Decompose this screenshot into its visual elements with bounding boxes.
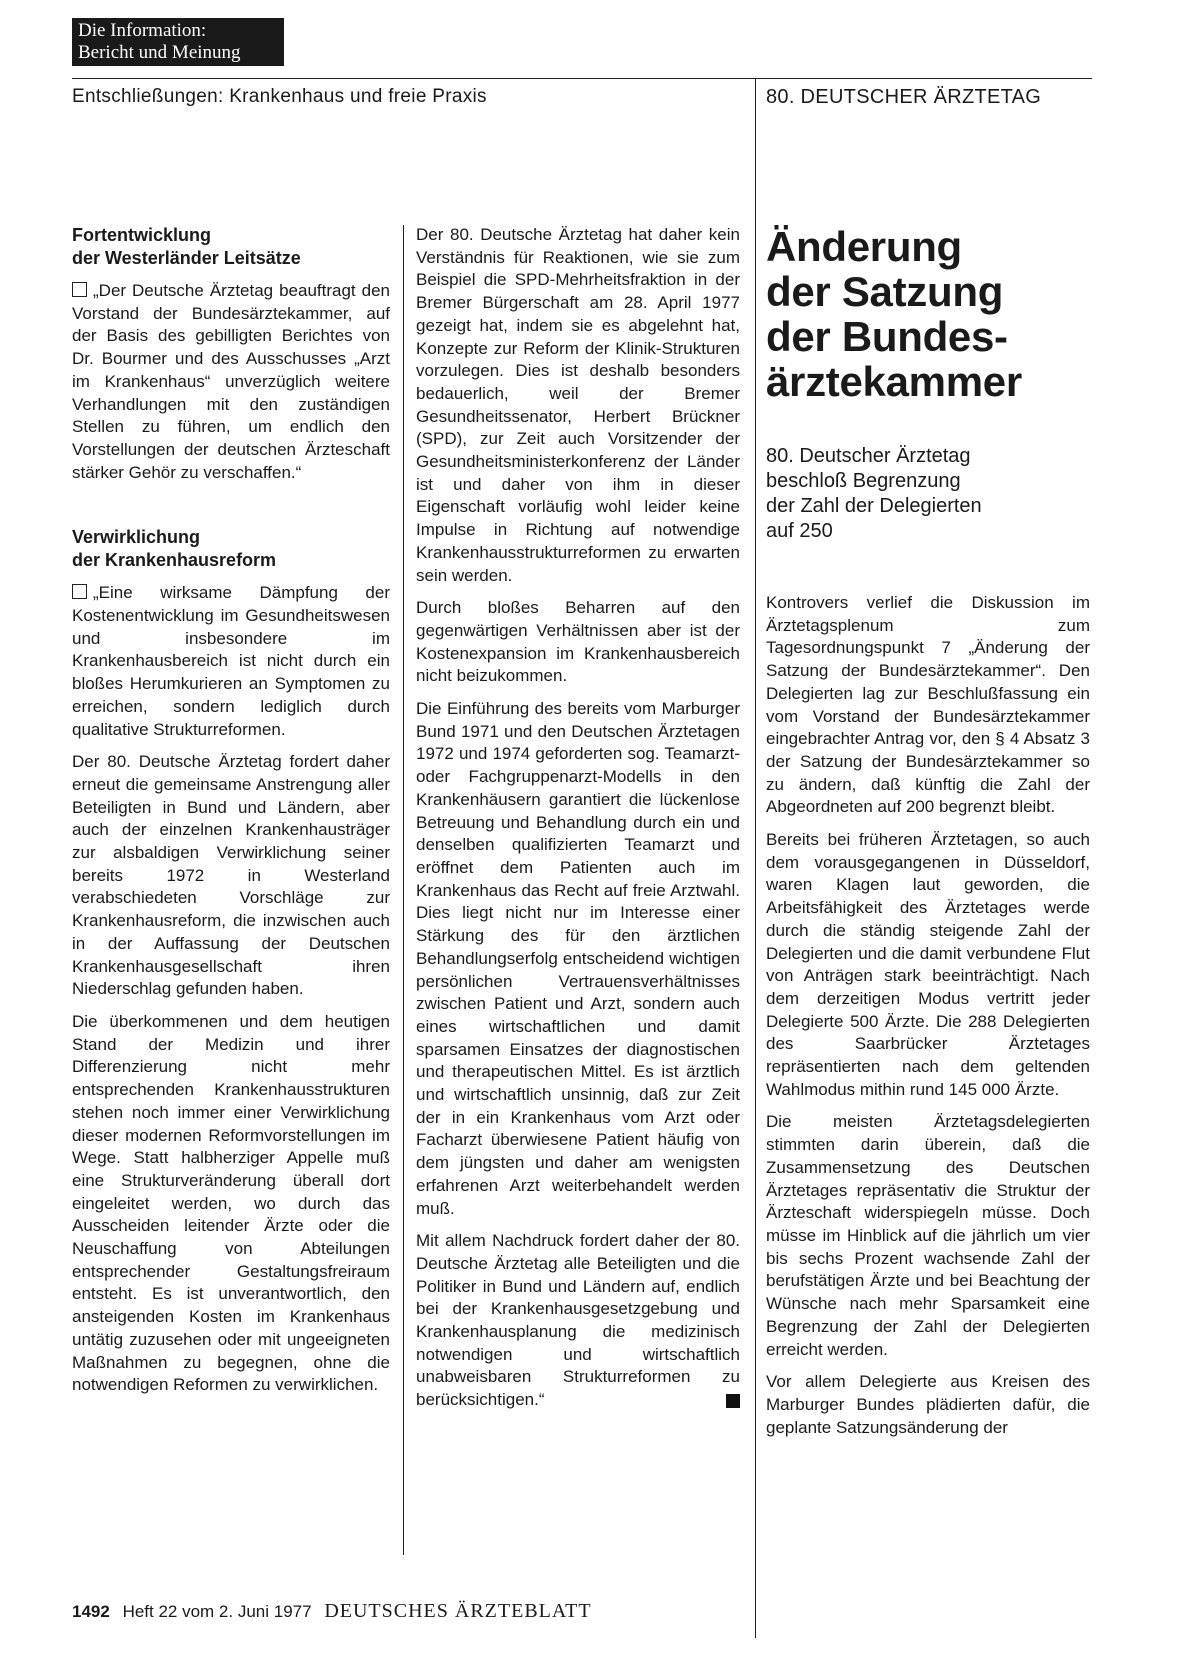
paragraph: Die Einführung des bereits vom Marburger Bund 1971 und den Deutschen Ärztetagen 1972 und 1974 geforderten sog. Teamarzt- oder Fachgruppenarzt-Modells in den Krankenhäusern garantiert die lückenlose Betreuung und Behandlung durch ein und denselben qualifizierten Teamarzt und eröffnet dem Patienten auch im Krankenhaus das Recht auf freie Arztwahl. Dies liegt nicht nur im Interesse einer Stärkung des für den ärztlichen Behandlungserfolg entscheidend wichtigen persönlichen Vertrauensverhältnisses zwischen Patient und Arzt, sondern auch eines wirtschaftlichen und damit sparsamen Einsatzes der diagnostischen und therapeutischen Mittel. Es ist ärztlich und wirtschaftlich unsinnig, daß zur Zeit der in ein Krankenhaus vom Arzt oder Facharzt überwiesene Patient häufig von dem jüngsten und daher am wenigsten erfahrenen Arzt weiterbehandelt werden muß. [416,699,740,1218]
heading-westerland: Fortentwicklung der Westerländer Leitsätze [72,225,301,268]
article-title: Änderung der Satzung der Bundes- ärztekammer [766,223,1022,405]
section-label-line1: Die Information: [78,20,207,41]
page-number: 1492 [72,1602,110,1621]
header-right-title: 80. DEUTSCHER ÄRZTETAG [766,86,1042,108]
paragraph: Die meisten Ärztetagsdelegierten stimmten darin überein, daß die Zusammensetzung des Deutschen Ärztetages repräsentativ die Struktur der Ärzteschaft widerspiegeln müsse. Doch müsse im Hinblick auf die jährlich um vier bis sechs Prozent wachsende Zahl der berufstätigen Ärzte und bei Beachtung der Wünsche nach mehr Sparsamkeit eine Begrenzung der Zahl der Delegierten erreicht werden. [766,1112,1090,1359]
page-footer [72,1600,592,1623]
header-left-title: Entschließungen: Krankenhaus und freie Praxis [72,86,487,107]
paragraph: Bereits bei früheren Ärztetagen, so auch dem vorausgegangenen in Düsseldorf, waren Klagen laut geworden, die Arbeitsfähigkeit des Ärztetages werde durch die ständig steigende Zahl der Delegierten und die damit verbundene Flut von Anträgen stark beeinträchtigt. Nach dem derzeitigen Modus vertritt jeder Delegierte 500 Ärzte. Die 288 Delegierten des Saarbrücker Ärztetages repräsentierten nach dem geltenden Wahlmodus mithin rund 145 000 Ärzte. [766,830,1090,1099]
paragraph: Der 80. Deutsche Ärztetag hat daher kein Verständnis für Reaktionen, wie sie zum Beispiel die SPD-Mehrheitsfraktion in der Bremer Bürgerschaft am 28. April 1977 gezeigt hat, indem sie es abgelehnt hat, Konzepte zur Reform der Klinik-Strukturen vorzulegen. Dies ist deshalb besonders bedauerlich, weil der Bremer Gesundheitssenator, Herbert Brückner (SPD), zur Zeit auch Vorsitzender der Gesundheitsministerkonferenz der Länder ist und daher von ihm in dieser Eigenschaft vorläufig wohl leider keine Impulse in Richtung auf notwendige Krankenhausstrukturreformen zu erwarten sein werden. [416,225,740,585]
paragraph: Die überkommenen und dem heutigen Stand der Medizin und ihrer Differenzierung nicht mehr entsprechenden Krankenhausstrukturen stehen noch immer einer Verwirklichung dieser modernen Reformvorstellungen im Wege. Statt halbherziger Appelle muß eine Strukturveränderung überall dort eingeleitet werden, wo durch das Ausscheiden leitender Ärzte oder die Neuschaffung von Abteilungen entsprechender Gestaltungsfreiraum entsteht. Es ist unverantwortlich, den ansteigenden Kosten im Krankenhaus untätig zuzusehen oder mit ungeeigneten Maßnahmen zu begegnen, ohne die notwendigen Reformen zu verwirklichen. [72,1011,390,1395]
heading-krankenhausreform: Verwirklichung der Krankenhausreform [72,527,277,571]
checkbox-icon [72,282,87,297]
end-mark-icon [726,1394,740,1408]
column-3 [766,224,1090,1449]
magazine-name: DEUTSCHES ÄRZTEBLATT [324,1600,592,1622]
paragraph: Durch bloßes Beharren auf den gegenwärtigen Verhältnissen aber ist der Kostenexpansion im Krankenhausbereich nicht beizukommen. [416,598,740,686]
paragraph: Mit allem Nachdruck fordert daher der 80. Deutsche Ärztetag alle Beteiligten und die Politiker in Bund und Ländern auf, endlich bei der Krankenhausgesetzgebung und Krankenhausplanung die medizinisch notwendigen und wirtschaftlich unabweisbaren Strukturreformen zu berücksichtigen.“ [416,1231,740,1410]
paragraph: „Eine wirksame Dämpfung der Kostenentwicklung im Gesundheitswesen und insbesondere im Krankenhausbereich ist nicht durch ein bloßes Herumkurieren an Symptomen zu erreichen, sondern lediglich durch qualitative Strukturreformen. [72,583,390,739]
column-2 [416,224,740,1422]
paragraph: Kontrovers verlief die Diskussion im Ärztetagsplenum zum Tagesordnungspunkt 7 „Änderung der Satzung der Bundesärztekammer“. Den Delegierten lag zur Beschlußfassung ein vom Vorstand der Bundesärztekammer eingebrachter Antrag vor, den § 4 Absatz 3 der Satzung der Bundesärztekammer so zu ändern, daß künftig die Zahl der Abgeordneten auf 200 begrenzt bleibt. [766,593,1090,817]
paragraph: „Der Deutsche Ärztetag beauftragt den Vorstand der Bundesärztekammer, auf der Basis des gebilligten Berichtes von Dr. Bourmer und des Ausschusses „Arzt im Krankenhaus“ unverzüglich weitere Verhandlungen mit den zuständigen Stellen zu führen, um endlich den Vorstellungen der deutschen Ärzteschaft stärker Gehör zu verschaffen.“ [72,281,390,482]
paragraph: Der 80. Deutsche Ärztetag fordert daher erneut die gemeinsame Anstrengung aller Beteiligten in Bund und Ländern, aber auch der einzelnen Krankenhausträger zur alsbaldigen Verwirklichung seiner bereits 1972 in Westerland verabschiedeten Vorschläge zur Krankenhausreform, die inzwischen auch in der Auffassung der Deutschen Krankenhausgesellschaft ihren Niederschlag gefunden haben. [72,752,390,999]
issue-info: Heft 22 vom 2. Juni 1977 [122,1602,312,1621]
article-subtitle: 80. Deutscher Ärztetag beschloß Begrenzung der Zahl der Delegierten auf 250 [766,445,982,542]
section-label-line2: Bericht und Meinung [78,42,241,63]
column-1 [72,224,390,1407]
column-divider-right [755,78,756,1638]
section-label [72,18,284,66]
paragraph: Vor allem Delegierte aus Kreisen des Marburger Bundes plädierten dafür, die geplante Satzungsänderung der [766,1372,1090,1437]
checkbox-icon [72,584,87,599]
column-divider-left [403,225,404,1555]
header-rule [72,78,1092,79]
